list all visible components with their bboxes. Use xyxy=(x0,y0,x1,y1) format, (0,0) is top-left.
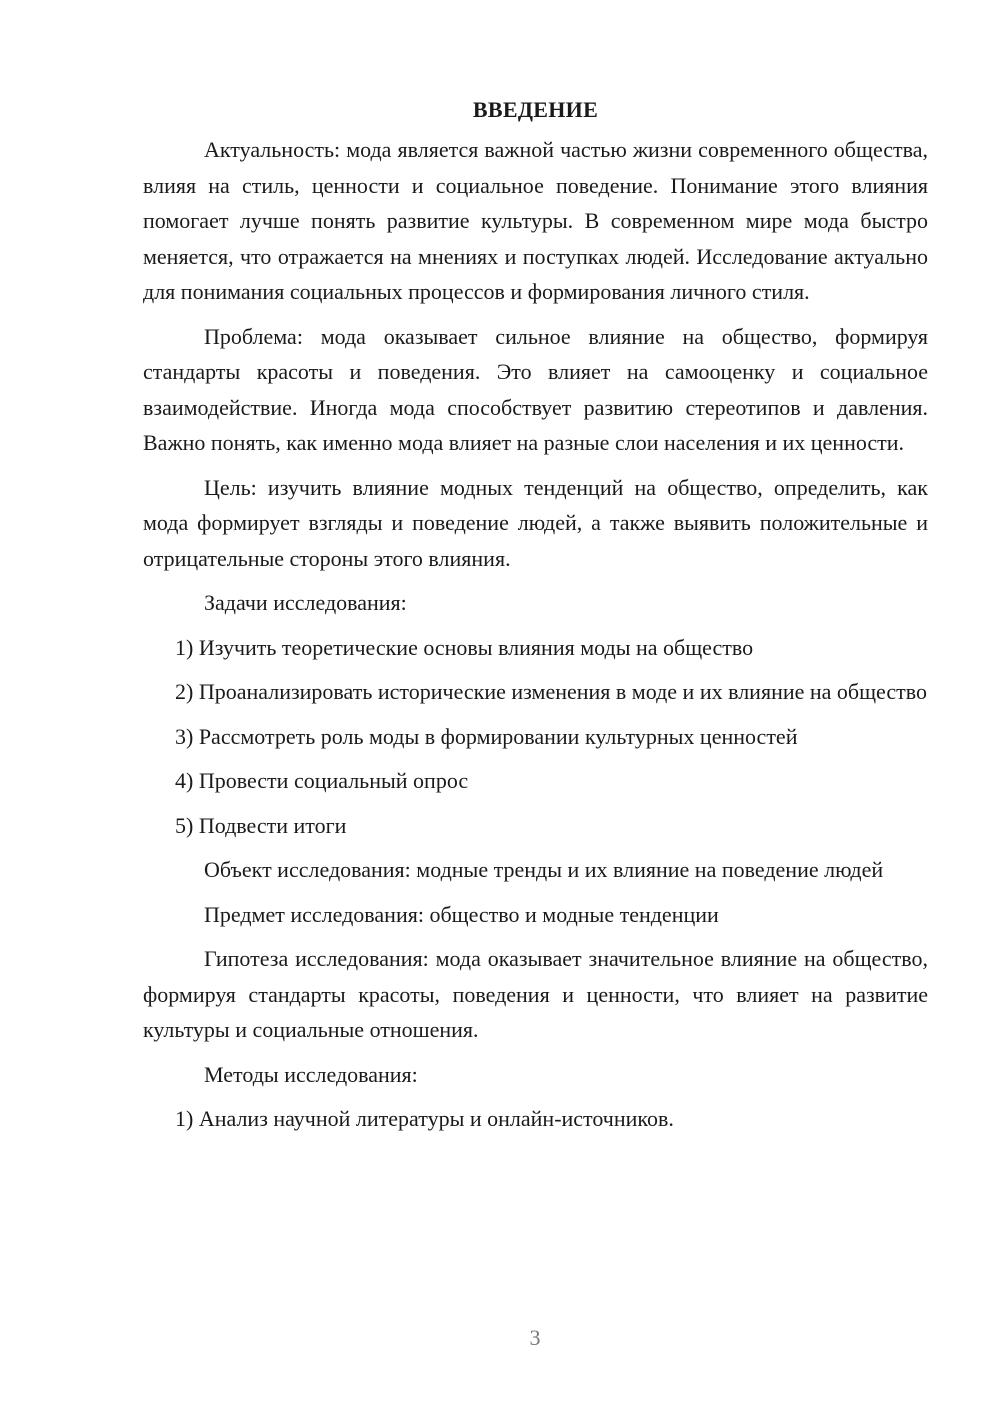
tasks-heading: Задачи исследования: xyxy=(204,590,407,615)
task-item-3: 3) Рассмотреть роль моды в формировании культурных ценностей xyxy=(175,723,798,749)
object-paragraph: Объект исследования: модные тренды и их влияние на поведение людей xyxy=(204,857,884,882)
relevance-paragraph: Актуальность: мода является важной частью жизни современного общества, влияя на стиль, ценности и социальное поведение. Понимание этого влияния помогает лучше понять развитие культуры. В современном мире мода быстро меняется, что отражается на мнениях и поступках людей. Исследование актуально для понимания социальных процессов и формирования личного стиля. xyxy=(143,137,928,304)
method-item-1: 1) Анализ научной литературы и онлайн-источников. xyxy=(175,1106,674,1131)
task-item-4: 4) Провести социальный опрос xyxy=(175,768,469,793)
page-number: 3 xyxy=(529,1325,541,1350)
task-item-2: 2) Проанализировать исторические изменения в моде и их влияние на общество xyxy=(175,679,927,704)
problem-paragraph: Проблема: мода оказывает сильное влияние на общество, формируя стандарты красоты и поведения. Это влияет на самооценку и социальное взаимодействие. Иногда мода способствует развитию стереотипов и давления. Важно понять, как именно мода влияет на разные слои населения и их ценности. xyxy=(143,323,928,455)
hypothesis-paragraph: Гипотеза исследования: мода оказывает значительное влияние на общество, формируя стандарты красоты, поведения и ценности, что влияет на развитие культуры и социальные отношения. xyxy=(143,946,928,1042)
goal-paragraph: Цель: изучить влияние модных тенденций на общество, определить, как мода формирует взгляды и поведение людей, а также выявить положительные и отрицательные стороны этого влияния. xyxy=(143,474,928,571)
task-item-1: 1) Изучить теоретические основы влияния моды на общество xyxy=(175,634,754,660)
subject-paragraph: Предмет исследования: общество и модные тенденции xyxy=(204,901,719,927)
methods-heading: Методы исследования: xyxy=(204,1061,418,1087)
task-item-5: 5) Подвести итоги xyxy=(175,812,347,838)
section-title: ВВЕДЕНИЕ xyxy=(472,97,599,122)
document-page xyxy=(143,92,928,1146)
